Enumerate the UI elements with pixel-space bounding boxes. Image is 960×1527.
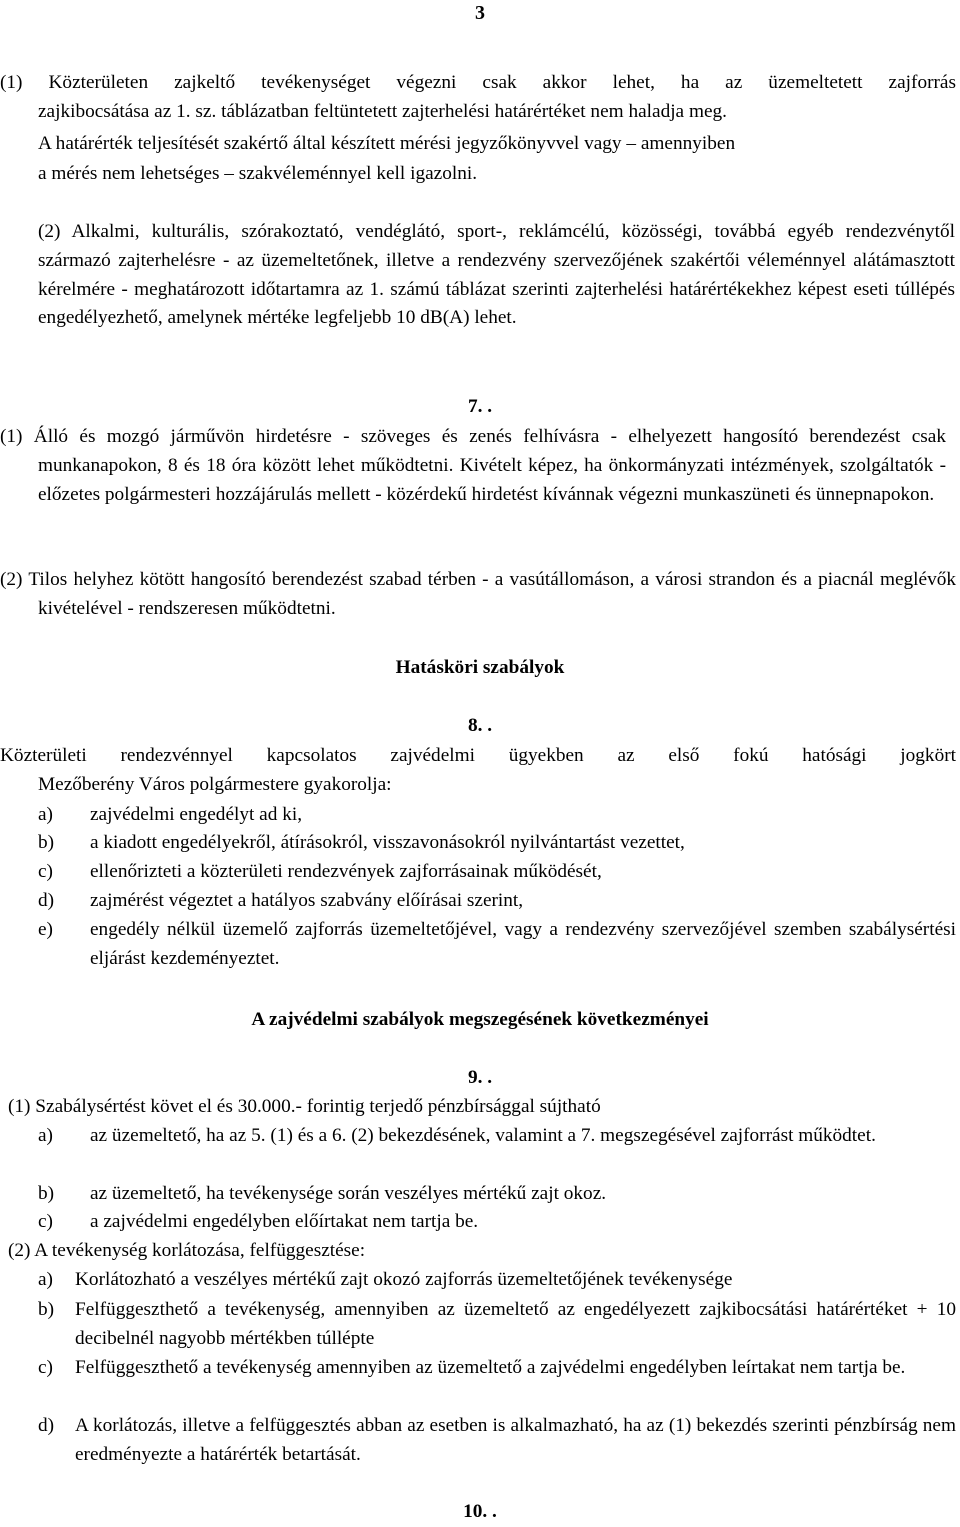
section8-heading: 8. . xyxy=(467,715,493,736)
section7-heading: 7. . xyxy=(467,396,493,417)
item-label: a) xyxy=(38,804,53,825)
item-label: b) xyxy=(38,1183,55,1204)
item-label: c) xyxy=(38,1211,53,1232)
item-label: a) xyxy=(38,1125,53,1146)
section6-paragraph-2: (2) Alkalmi, kulturális, szórakoztató, vendéglátó, sport-, reklámcélú, közösségi, továbbá egyéb rendezvénytől származó zajterhelésre - az üzemeltetőnek, illetve a rendezvény szervezőjének szakértői véleménnyel alátámasztott kérelmére - meghatározott időtartamra az 1. számú táblázat szerinti zajterhelési határértékekhez képest eseti túllépés engedélyezhető, amelynek mértéke legfeljebb 10 dB(A) lehet. xyxy=(38,221,955,329)
item-text: A korlátozás, illetve a felfüggesztés abban az esetben is alkalmazható, ha az (1) bekezdés szerinti pénzbírság nem eredményezte a határérték betartását. xyxy=(75,1415,956,1465)
item-label: e) xyxy=(38,919,53,940)
section8-intro-line2: Mezőberény Város polgármestere gyakorolja: xyxy=(38,774,392,795)
text-line: A határérték teljesítését szakértő által készített mérési jegyzőkönyvvel vagy – amennyiben xyxy=(38,133,736,154)
section7-paragraph-1 xyxy=(0,423,946,509)
item-text: a zajvédelmi engedélyben előírtakat nem tartja be. xyxy=(90,1211,479,1232)
item-label: c) xyxy=(38,1357,53,1378)
kovetelmenyek-title: A zajvédelmi szabályok megszegésének következményei xyxy=(251,1009,709,1030)
text-line: zajkibocsátása az 1. sz. táblázatban feltüntetett zajterhelési határértéket nem haladja meg. xyxy=(38,101,727,122)
item-label: d) xyxy=(38,890,55,911)
section7-paragraph-2 xyxy=(0,566,956,624)
paragraph-text: (1) Álló és mozgó járművön hirdetésre - szöveges és zenés felhívásra - elhelyezett hangosító berendezést csak munkanapokon, 8 és 18 óra között lehet működtetni. Kivételt képez, ha önkormányzati intézmények, szolgáltatók - előzetes polgármesteri hozzájárulás mellett - közérdekű hirdetést kívánnak végezni munkaszüneti és ünnepnapokon. xyxy=(0,426,946,505)
item-text: az üzemeltető, ha tevékenysége során veszélyes mértékű zajt okoz. xyxy=(90,1183,607,1204)
section9-heading: 9. . xyxy=(467,1067,493,1088)
text-line: (1) Közterületen zajkeltő tevékenységet végezni csak akkor lehet, ha az üzemeltetett zajforrás xyxy=(0,72,956,93)
item-label: b) xyxy=(38,1299,55,1320)
section10-heading: 10. . xyxy=(463,1501,497,1522)
section9-paragraph-1-intro: (1) Szabálysértést követ el és 30.000.- forintig terjedő pénzbírsággal sújtható xyxy=(8,1096,601,1117)
item-text: zajvédelmi engedélyt ad ki, xyxy=(90,804,303,825)
item-label: c) xyxy=(38,861,53,882)
text-line: a mérés nem lehetséges – szakvéleménnyel kell igazolni. xyxy=(38,163,478,184)
item-text: a kiadott engedélyekről, átírásokról, visszavonásokról nyilvántartást vezettet, xyxy=(90,832,685,853)
section9-paragraph-2-intro: (2) A tevékenység korlátozása, felfüggesztése: xyxy=(8,1240,366,1261)
item-label: a) xyxy=(38,1269,53,1290)
item-text: Felfüggeszthető a tevékenység, amennyiben az üzemeltető az engedélyezett zajkibocsátási határértéket + 10 decibelnél nagyobb mértékben túllépte xyxy=(75,1299,956,1349)
item-text: Felfüggeszthető a tevékenység amennyiben az üzemeltető a zajvédelmi engedélyben leírtakat nem tartja be. xyxy=(75,1357,906,1378)
item-text: zajmérést végeztet a hatályos szabvány előírásai szerint, xyxy=(90,890,524,911)
hataskori-title: Hatásköri szabályok xyxy=(395,657,565,678)
paragraph-text: (2) Tilos helyhez kötött hangosító berendezést szabad térben - a vasútállomáson, a városi strandon és a piacnál meglévők kivételével - rendszeresen működtetni. xyxy=(0,569,956,619)
item-text: az üzemeltető, ha az 5. (1) és a 6. (2) bekezdésének, valamint a 7. megszegésével zajforrást működtet. xyxy=(90,1125,876,1146)
item-text: ellenőrizteti a közterületi rendezvények zajforrásainak működését, xyxy=(90,861,602,882)
page-number: 3 xyxy=(475,2,485,24)
item-text: engedély nélkül üzemelő zajforrás üzemeltetőjével, vagy a rendezvény szervezőjével szemben szabálysértési eljárást kezdeményeztet. xyxy=(90,919,956,969)
item-label: d) xyxy=(38,1415,55,1436)
item-label: b) xyxy=(38,832,55,853)
item-text: Korlátozható a veszélyes mértékű zajt okozó zajforrás üzemeltetőjének tevékenysége xyxy=(75,1269,733,1290)
section8-intro-line1: Közterületi rendezvénnyel kapcsolatos zajvédelmi ügyekben az első fokú hatósági jogkört xyxy=(0,745,956,766)
